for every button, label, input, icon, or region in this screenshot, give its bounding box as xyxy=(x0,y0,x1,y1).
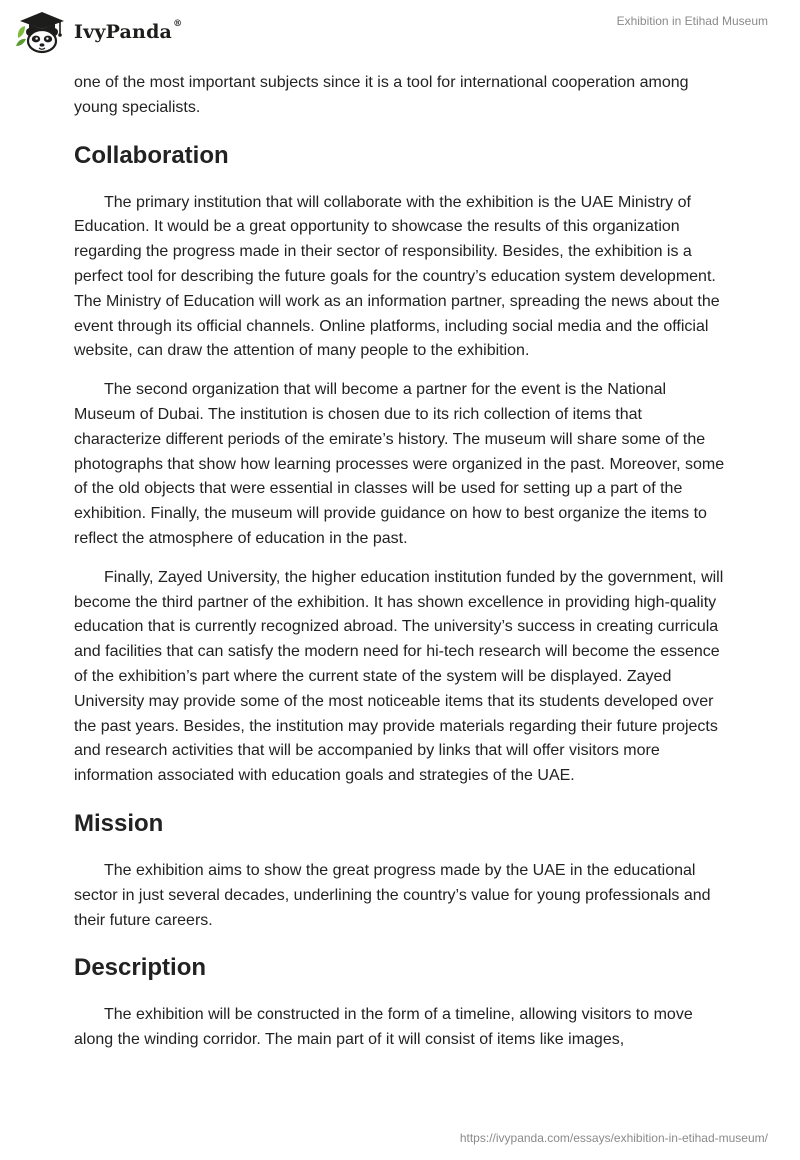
document-title: Exhibition in Etihad Museum xyxy=(616,14,768,28)
page-header xyxy=(0,0,800,70)
heading-collaboration: Collaboration xyxy=(74,141,229,169)
description-paragraph-1: The exhibition will be constructed in the form of a timeline, allowing visitors to move along the winding corridor. The main part of it will consist of items like images, xyxy=(74,1006,693,1049)
heading-description: Description xyxy=(74,954,207,982)
ivypanda-logo[interactable] xyxy=(16,8,182,54)
source-url[interactable]: https://ivypanda.com/essays/exhibition-in-etihad-museum/ xyxy=(459,1131,768,1145)
mission-paragraph-1: The exhibition aims to show the great progress made by the UAE in the educational sector in just several decades, underlining the country’s value for young professionals and their future careers. xyxy=(74,861,711,929)
essay-body xyxy=(74,71,726,1067)
brand-name-text: IvyPanda xyxy=(74,21,173,43)
intro-continuation-paragraph: one of the most important subjects since it is a tool for international cooperation among young specialists. xyxy=(74,74,689,116)
brand-name xyxy=(74,21,182,43)
collaboration-paragraph-1: The primary institution that will collaborate with the exhibition is the UAE Ministry of Education. It would be a great opportunity to showcase the results of this organization regarding the progress made in their sector of responsibility. Besides, the exhibition is a perfect tool for describing the future goals for the country’s education system development. The Ministry of Education will work as an information partner, spreading the news about the event through its official channels. Online platforms, including social media and the official website, can draw the attention of many people to the exhibition. xyxy=(74,193,720,360)
registered-mark: ® xyxy=(173,19,183,29)
panda-icon xyxy=(16,8,68,54)
heading-mission: Mission xyxy=(74,809,164,837)
collaboration-paragraph-2: The second organization that will become a partner for the event is the National Museum of Dubai. The institution is chosen due to its rich collection of items that characterize different periods of the emirate’s history. The museum will share some of the photographs that show how learning processes were organized in the past. Moreover, some of the old objects that were essential in classes will be used for setting up a part of the exhibition. Finally, the museum will provide guidance on how to best organize the items to reflect the atmosphere of education in the past. xyxy=(74,381,725,547)
collaboration-paragraph-3: Finally, Zayed University, the higher education institution funded by the government, will become the third partner of the exhibition. It has shown excellence in providing high-quality education that is currently recognized abroad. The university’s success in creating curricula and facilities that can satisfy the modern need for hi-tech research will become the essence of the exhibition’s part where the current state of the system will be displayed. Zayed University may provide some of the most noticeable items that its students developed over the past years. Besides, the institution may provide materials regarding their future projects and research activities that will be accompanied by links that will offer visitors more information associated with education goals and strategies of the UAE. xyxy=(74,568,724,785)
